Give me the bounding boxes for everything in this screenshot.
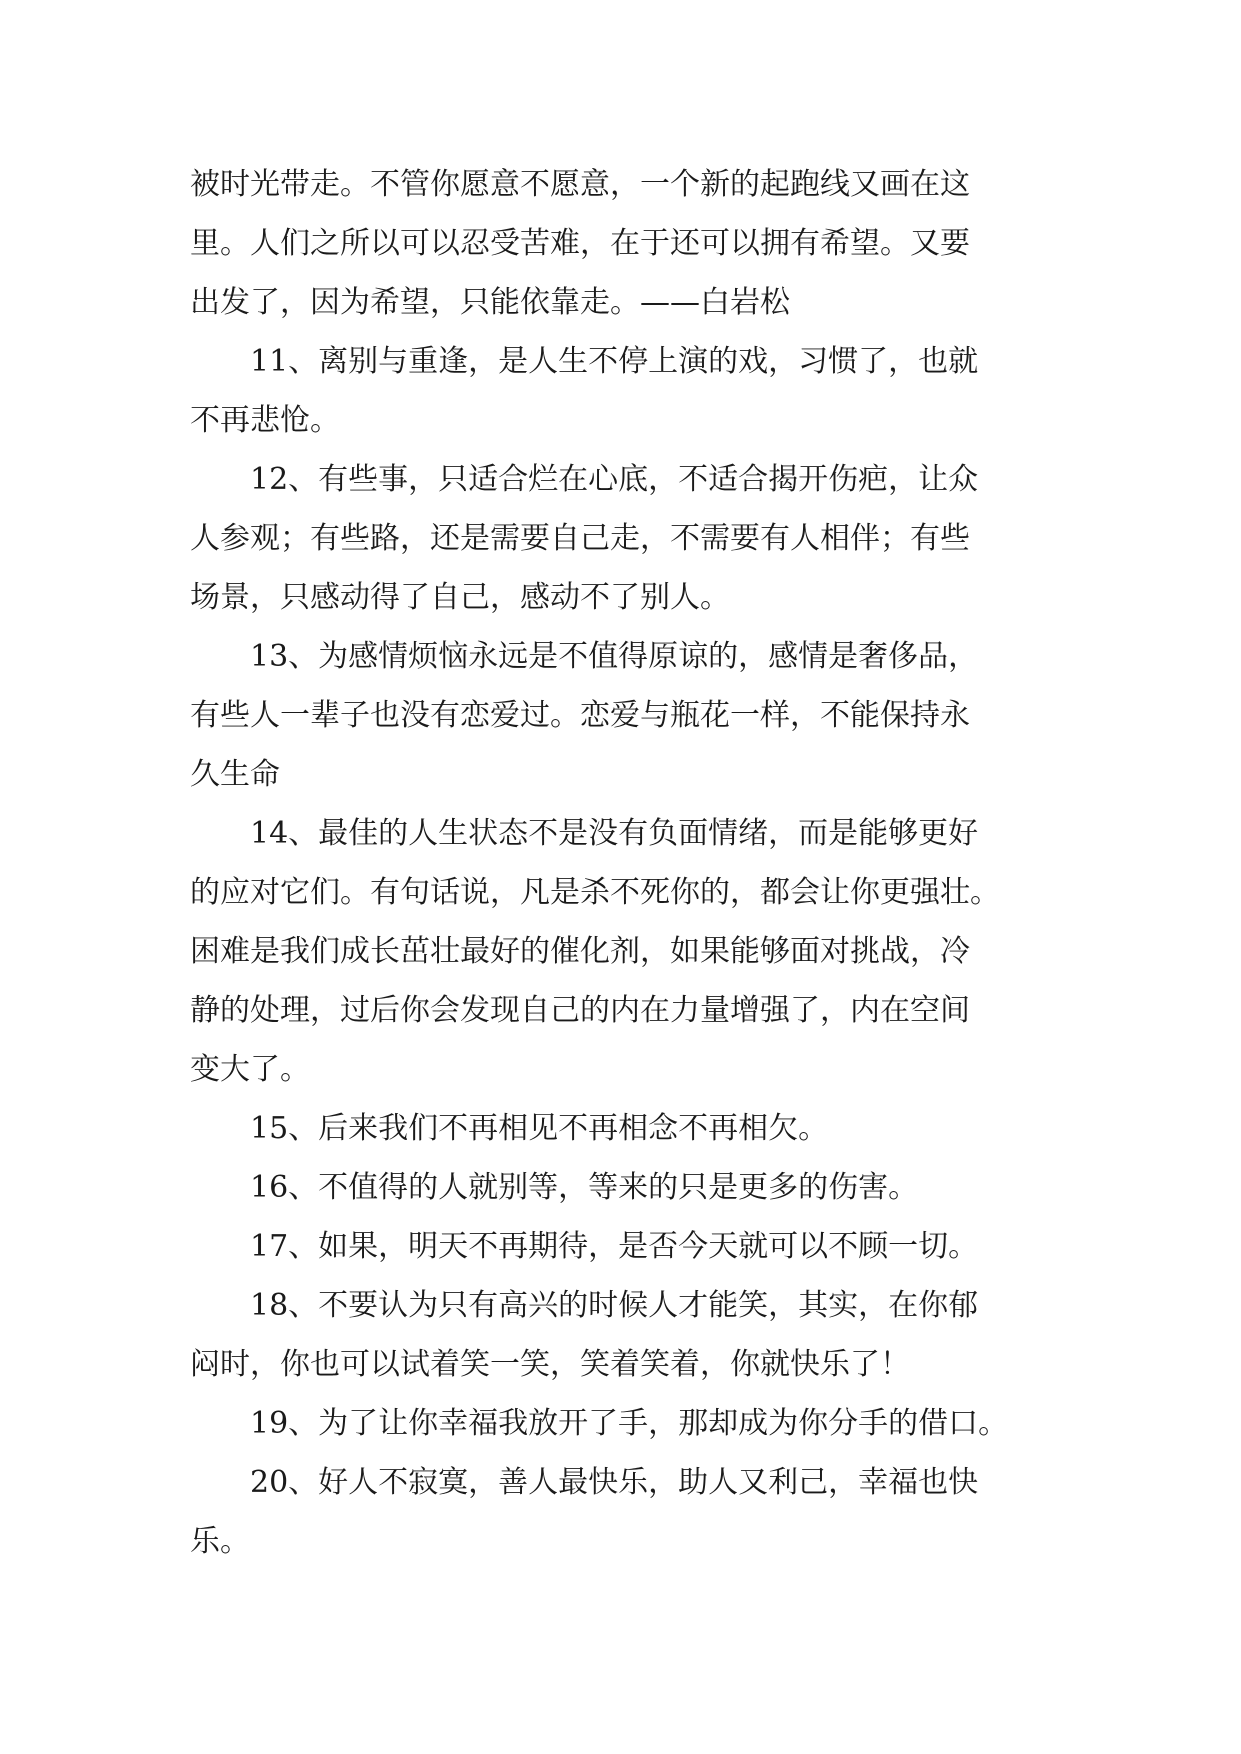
paragraph bbox=[190, 1394, 1060, 1453]
text-line: 人参观；有些路，还是需要自己走，不需要有人相伴；有些 bbox=[190, 521, 970, 556]
text-line: 16、不值得的人就别等，等来的只是更多的伤害。 bbox=[250, 1170, 919, 1205]
text-line: 场景，只感动得了自己，感动不了别人。 bbox=[190, 580, 730, 615]
document-page bbox=[190, 155, 1060, 1571]
text-line: 20、好人不寂寞，善人最快乐，助人又利己，幸福也快 bbox=[250, 1465, 979, 1500]
text-line: 不再悲怆。 bbox=[190, 403, 340, 438]
paragraph bbox=[190, 1099, 1060, 1158]
paragraph bbox=[190, 1453, 1060, 1571]
text-line: 有些人一辈子也没有恋爱过。恋爱与瓶花一样，不能保持永 bbox=[190, 698, 970, 733]
text-line: 乐。 bbox=[190, 1524, 250, 1559]
paragraph bbox=[190, 1158, 1060, 1217]
document-body bbox=[190, 155, 1060, 1571]
text-line: 的应对它们。有句话说，凡是杀不死你的，都会让你更强壮。 bbox=[190, 875, 1000, 910]
text-line: 里。人们之所以可以忍受苦难，在于还可以拥有希望。又要 bbox=[190, 226, 970, 261]
text-line: 变大了。 bbox=[190, 1052, 310, 1087]
text-line: 闷时，你也可以试着笑一笑，笑着笑着，你就快乐了！ bbox=[190, 1347, 910, 1382]
text-line: 19、为了让你幸福我放开了手，那却成为你分手的借口。 bbox=[250, 1406, 1009, 1441]
paragraph bbox=[190, 1217, 1060, 1276]
text-line: 18、不要认为只有高兴的时候人才能笑，其实，在你郁 bbox=[250, 1288, 979, 1323]
text-line: 13、为感情烦恼永远是不值得原谅的，感情是奢侈品， bbox=[250, 639, 979, 674]
text-line: 14、最佳的人生状态不是没有负面情绪，而是能够更好 bbox=[250, 816, 979, 851]
text-line: 静的处理，过后你会发现自己的内在力量增强了，内在空间 bbox=[190, 993, 970, 1028]
paragraph bbox=[190, 332, 1060, 450]
text-line: 17、如果，明天不再期待，是否今天就可以不顾一切。 bbox=[250, 1229, 979, 1264]
text-line: 12、有些事，只适合烂在心底，不适合揭开伤疤，让众 bbox=[250, 462, 979, 497]
text-line: 困难是我们成长茁壮最好的催化剂，如果能够面对挑战，冷 bbox=[190, 934, 970, 969]
paragraph bbox=[190, 1276, 1060, 1394]
paragraph bbox=[190, 804, 1060, 1099]
paragraph bbox=[190, 155, 1060, 332]
text-line: 15、后来我们不再相见不再相念不再相欠。 bbox=[250, 1111, 829, 1146]
text-line: 出发了，因为希望，只能依靠走。——白岩松 bbox=[190, 285, 790, 320]
text-line: 被时光带走。不管你愿意不愿意，一个新的起跑线又画在这 bbox=[190, 167, 970, 202]
paragraph bbox=[190, 627, 1060, 804]
text-line: 久生命 bbox=[190, 757, 280, 792]
text-line: 11、离别与重逢，是人生不停上演的戏，习惯了，也就 bbox=[250, 344, 979, 379]
paragraph bbox=[190, 450, 1060, 627]
